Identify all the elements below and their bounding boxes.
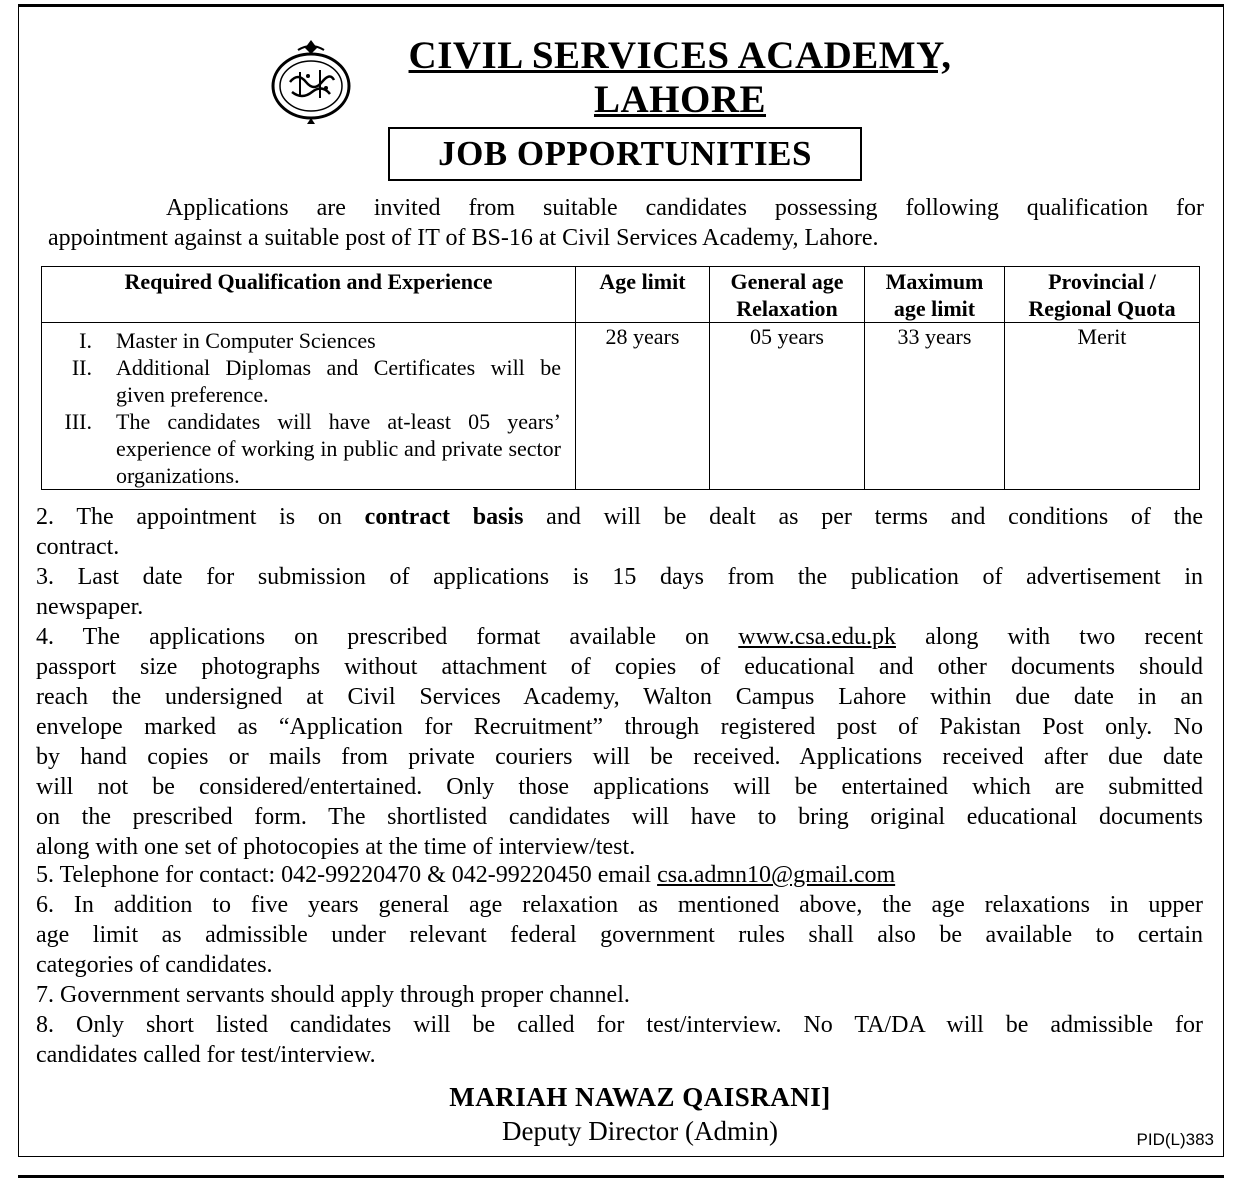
qualification-list (42, 323, 575, 489)
relaxation-value: 05 years (710, 323, 865, 490)
paragraph-7: 7. Government servants should apply through proper channel. (36, 982, 630, 1008)
signatory-name: MARIAH NAWAZ QAISRANI] (449, 1082, 831, 1112)
age-limit-value: 28 years (576, 323, 710, 490)
email-link[interactable]: csa.admn10@gmail.com (657, 862, 896, 888)
paragraph-8: 8. Only short listed candidates will be called for test/interview. No TA/DA will be admissible for candidates called for test/interview. (36, 1012, 1203, 1068)
signatory-title: Deputy Director (Admin) (502, 1116, 778, 1146)
qualification-table (41, 266, 1200, 490)
header-quota: Provincial / Regional Quota (1005, 267, 1200, 323)
quota-value: Merit (1005, 323, 1200, 490)
contract-basis-text: contract basis (364, 504, 524, 530)
academy-title: CIVIL SERVICES ACADEMY, (408, 34, 952, 77)
bottom-border-thin (18, 1156, 1224, 1157)
left-border (18, 4, 19, 1157)
paragraph-2: 2. The appointment is on contract basis and will be dealt as per terms and conditions of the contract. (36, 504, 1203, 560)
header-max-age: Maximum age limit (865, 267, 1005, 323)
header-relaxation: General age Relaxation (710, 267, 865, 323)
paragraph-5-contact: 5. Telephone for contact: 042-99220470 & 042-99220450 email csa.admn10@gmail.com (36, 862, 896, 888)
pid-code: PID(L)383 (1136, 1130, 1214, 1149)
list-item: III. The candidates will have at-least 05 years’ experience of working in public and private sector organizations. (64, 409, 561, 488)
paragraph-4: 4. The applications on prescribed format available on www.csa.edu.pk along with two recent passport size photographs without attachment of copies of educational and other documents should reach the undersigned at Civil Services Academy, Walton Campus Lahore within due date in an envelope marked as “Application for Recruitment” through registered post of Pakistan Post only. No by hand copies or mails from private couriers will be received. Applications received after due date will not be considered/entertained. Only those applications will be entertained which are submitted on the prescribed form. The shortlisted candidates will have to bring original educational documents along with one set of photocopies at the time of interview/test. (36, 624, 1203, 860)
list-item: I. Master in Computer Sciences (79, 328, 376, 353)
max-age-value: 33 years (865, 323, 1005, 490)
qualification-cell (42, 323, 576, 490)
intro-line-2: appointment against a suitable post of IT of BS-16 at Civil Services Academy, Lahore. (48, 225, 879, 251)
right-border (1223, 4, 1224, 1157)
header-age-limit: Age limit (576, 267, 710, 323)
bottom-border (18, 1175, 1224, 1178)
job-opportunities-banner: JOB OPPORTUNITIES (388, 127, 862, 181)
list-item: II. Additional Diplomas and Certificates will be given preference. (71, 355, 561, 407)
paragraph-6: 6. In addition to five years general age relaxation as mentioned above, the age relaxations in upper age limit as admissible under relevant federal government rules shall also be available to certain categories of candidates. (36, 892, 1203, 978)
top-border (18, 4, 1224, 7)
table-header-row (42, 267, 1200, 323)
header-qualification: Required Qualification and Experience (42, 267, 576, 323)
intro-line-1: Applications are invited from suitable candidates possessing following qualification for (166, 195, 1204, 221)
website-link[interactable]: www.csa.edu.pk (738, 624, 896, 650)
table-row (42, 323, 1200, 490)
paragraph-3: 3. Last date for submission of applications is 15 days from the publication of advertisement in newspaper. (36, 564, 1203, 620)
academy-emblem-icon (268, 36, 354, 126)
academy-city: LAHORE (593, 78, 767, 121)
